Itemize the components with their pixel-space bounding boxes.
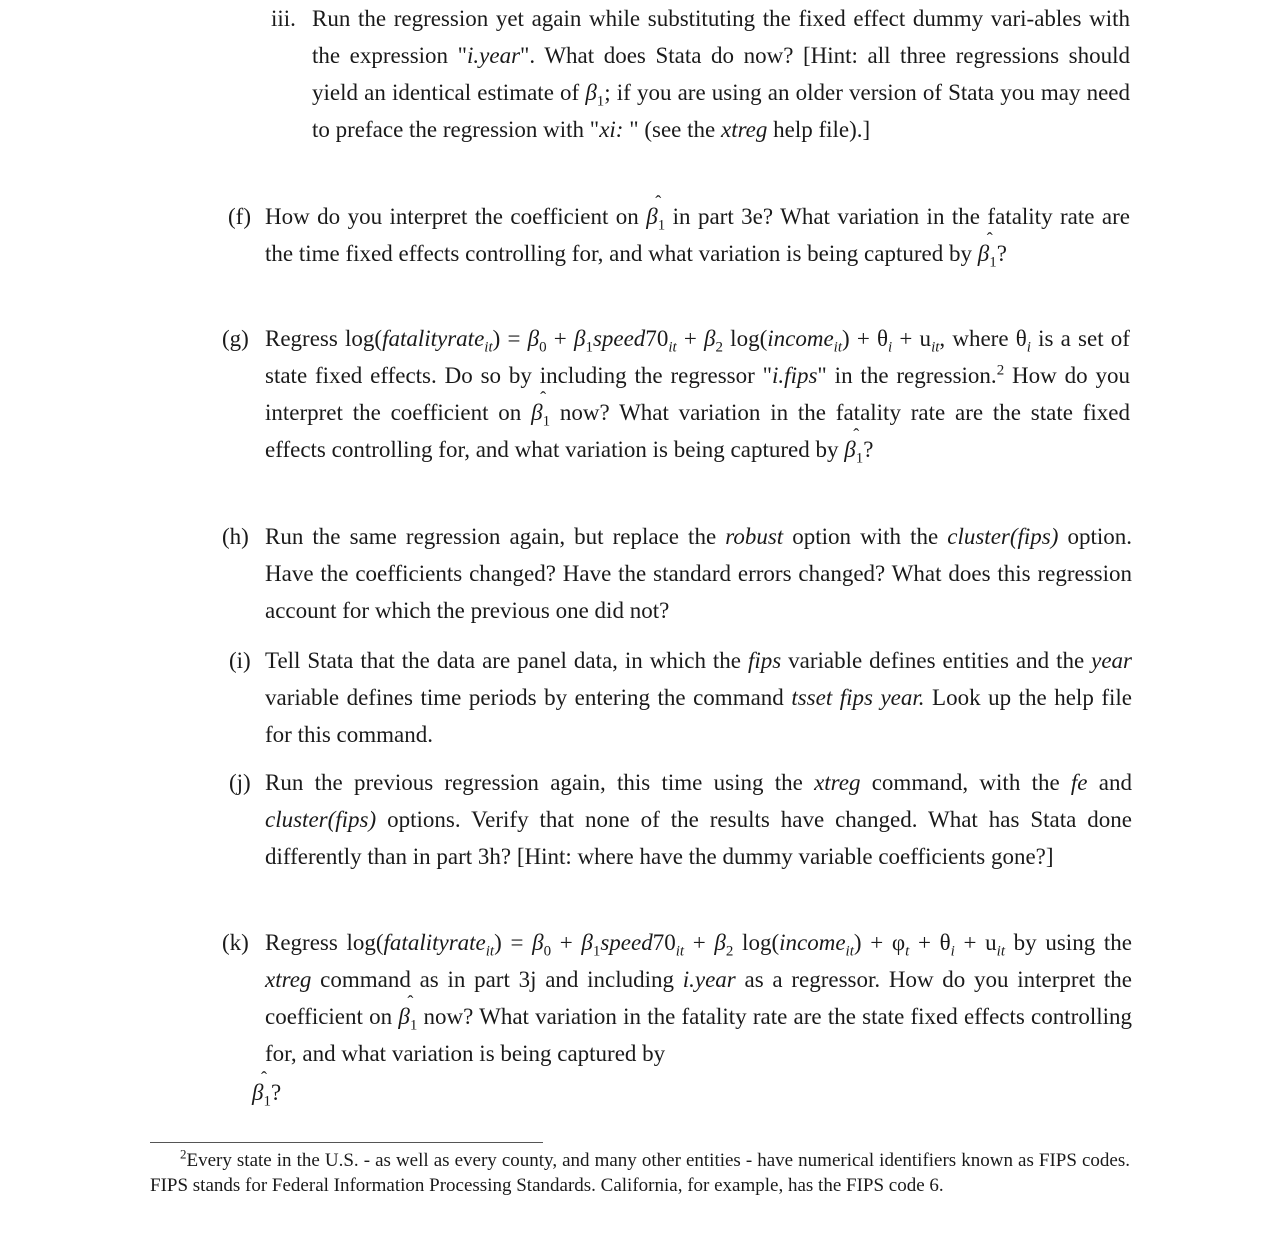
item-j-text: Run the previous regression again, this time using the xtreg command, with the fe and cluster(fips) options. Verify that none of the results have changed. What has Stata done differently than in part 3h? [Hint: where have the dummy variable coefficients gone?] [265,770,1132,869]
item-f-label: (f) [228,204,251,229]
item-iii-text: Run the regression yet again while substituting the fixed effect dummy vari-ables with the expression "i.year". What does Stata do now? [Hint: all three regressions should yield an identical estimate of $\beta_1$; if you are using an older version of Stata you may need to preface the regression with "xi: " (see the xtreg help file).] [312,6,1130,142]
item-k-label: (k) [222,930,249,955]
footnote: $^2$Every state in the U.S. - as well as every county, and many other entities - have numerical identifiers known as FIPS codes. FIPS stands for Federal Information Processing Standards. California, for example, has the FIPS code 6. [150,1146,1130,1196]
item-i-text: Tell Stata that the data are panel data, in which the fips variable defines entities and the year variable defines time periods by entering the command tsset fips year. Look up the help file for this command. [265,648,1133,747]
item-iii-label: iii. [271,6,296,31]
item-k-text: Regress log(fatalityrate$_{it}$) = $\beta_0$ + $\beta_1speed70_{it} + \beta_2$ log(income$_{it}$) + $\varphi_t + \theta_i + u_{it}$ by using the xtreg command as in part 3j and including i.year as a regressor. How do you interpret the coefficient on ˆ $\beta_1$ now? What variation in the fatality rate are the state fixed effects controlling for, and what variation is being captured by [265,924,1132,1072]
item-h-label: (h) [222,524,249,549]
item-i-label: (i) [229,648,251,673]
item-g-label: (g) [222,326,249,351]
item-g-text: Regress log(fatalityrate$_{it}$) = $\beta_0$ + $\beta_1speed70_{it} + \beta_2$ log(income$_{it}$) + $\theta_i + u_{it}$, where $\theta_i$ is a set of state fixed effects. Do so by including the regressor "i.fips" in the regression.$^2$ How do you interpret the coefficient on ˆ $\beta_1$ now? What variation in the fatality rate are the state fixed effects controlling for, and what variation is being captured by ˆ $\beta_1$? [265,320,1130,468]
item-h-text: Run the same regression again, but replace the robust option with the cluster(fips) option. Have the coefficients changed? Have the standard errors changed? What does this regression account for which the previous one did not? [265,524,1133,623]
item-k-beta-hat: ˆ $\beta_1$? [252,1074,281,1111]
item-j-label: (j) [229,770,251,795]
footnote-rule [150,1142,543,1143]
item-f-text: How do you interpret the coefficient on ˆ $\beta_1$ in part 3e? What variation in the fatality rate are the time fixed effects controlling for, and what variation is being captured by ˆ $\beta_1$? [265,198,1130,272]
